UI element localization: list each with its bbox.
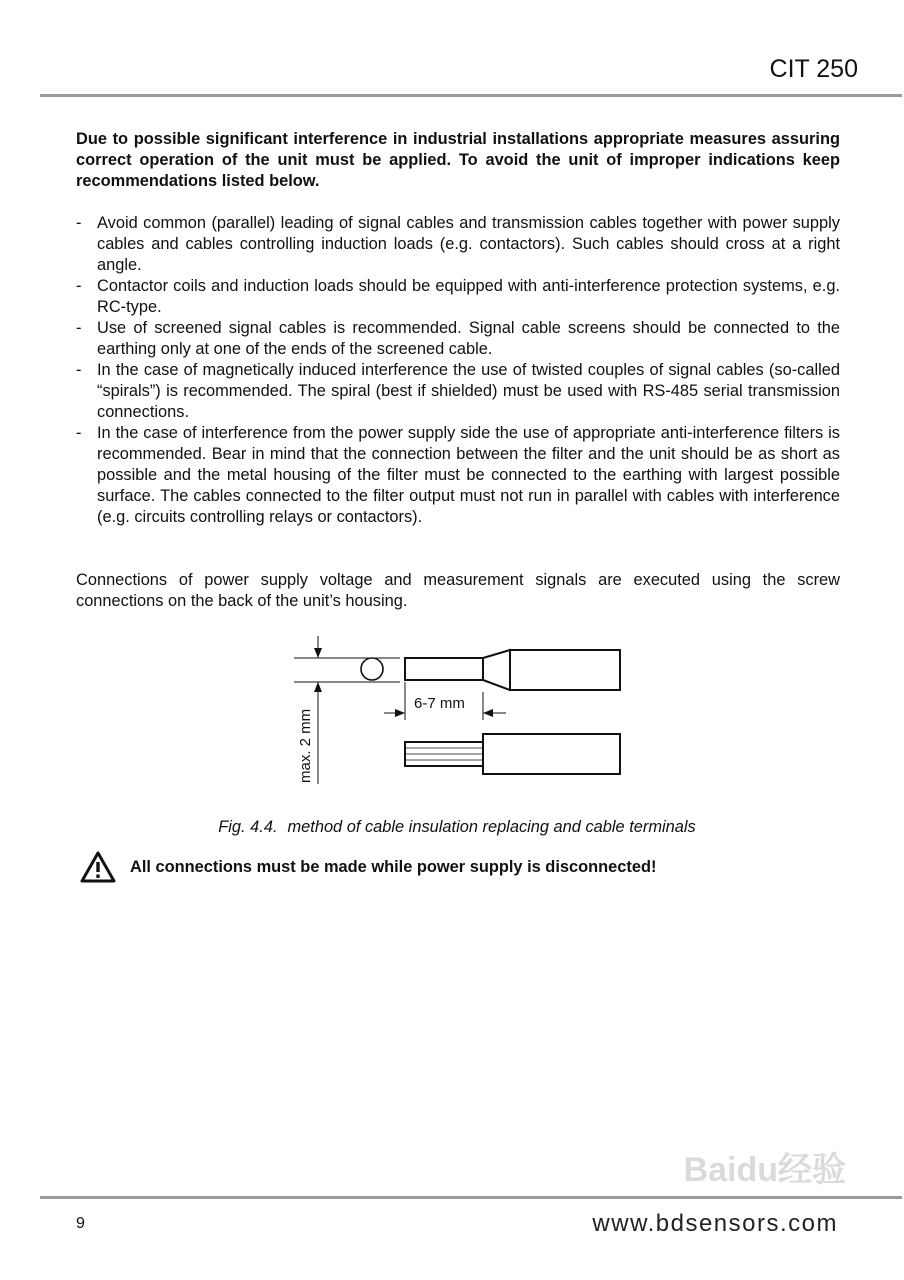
connections-paragraph: Connections of power supply voltage and measurement signals are executed using the screw connections on the back of the unit’s housing. [76, 571, 840, 610]
strip-length-label: 6-7 mm [414, 695, 465, 712]
list-item-text: In the case of interference from the power supply side the use of appropriate anti-interference filters is recommended. Bear in mind that the connection between the filter and the unit should be as short as possible and the metal housing of the filter must be connected to the earthing with largest possible surface. The cables connected to the filter output must not run in parallel with cables with interference (e.g. circuits controlling relays or contactors). [97, 424, 840, 526]
header-divider [40, 94, 902, 97]
list-item-text: Avoid common (parallel) leading of signal cables and transmission cables together with power supply cables and cables controlling induction loads (e.g. contactors). Such cables should cross at a right angle. [97, 214, 840, 274]
list-item-text: In the case of magnetically induced interference the use of twisted couples of signal cables (so-called “spirals”) is recommended. The spiral (best if shielded) must be used with RS-485 serial transmission connections. [97, 361, 840, 421]
intro-paragraph: Due to possible significant interference in industrial installations appropriate measures assuring correct operation of the unit must be applied. To avoid the unit of improper indications keep recommendations listed below. [76, 130, 840, 190]
page-number: 9 [76, 1215, 85, 1232]
diameter-label: max. 2 mm [297, 708, 314, 783]
wire-cross-section [361, 658, 383, 680]
list-item: - Contactor coils and induction loads should be equipped with anti-interference protection systems, e.g. RC-type. [76, 277, 840, 316]
warning-text: All connections must be made while power supply is disconnected! [130, 857, 657, 876]
arrow-right-icon [395, 709, 405, 717]
list-item: - In the case of magnetically induced interference the use of twisted couples of signal cables (so-called “spirals”) is recommended. The spiral (best if shielded) must be used with RS-485 serial transmission connections. [76, 361, 840, 421]
terminal-insulation [483, 734, 620, 774]
figure-caption [0, 818, 904, 837]
warning-notice [80, 851, 656, 883]
list-item: - In the case of interference from the power supply side the use of appropriate anti-interference filters is recommended. Bear in mind that the connection between the filter and the unit should be as short as possible and the metal housing of the filter must be connected to the earthing with largest possible surface. The cables connected to the filter output must not run in parallel with cables with interference (e.g. circuits controlling relays or contactors). [76, 424, 840, 526]
recommendations-list [76, 213, 840, 528]
figure-caption-number: Fig. 4.4. [218, 818, 278, 836]
list-item-text: Contactor coils and induction loads should be equipped with anti-interference protection systems, e.g. RC-type. [97, 277, 840, 316]
arrow-left-icon [483, 709, 493, 717]
list-item-text: Use of screened signal cables is recommended. Signal cable screens should be connected to the earthing only at one of the ends of the screened cable. [97, 319, 840, 358]
page-header-title: CIT 250 [769, 55, 858, 83]
list-item: - Use of screened signal cables is recommended. Signal cable screens should be connected to the earthing only at one of the ends of the screened cable. [76, 319, 840, 358]
footer-divider [40, 1196, 902, 1199]
ferrule-cone [483, 650, 510, 690]
website-url: www.bdsensors.com [592, 1210, 838, 1237]
watermark: Baidu经验 [683, 1151, 846, 1189]
arrow-down-icon [314, 648, 322, 658]
warning-triangle-icon [80, 851, 116, 883]
list-item: - Avoid common (parallel) leading of signal cables and transmission cables together with power supply cables and cables controlling induction loads (e.g. contactors). Such cables should cross at a right angle. [76, 214, 840, 274]
cable-diagram [280, 628, 630, 798]
stripped-conductor [405, 658, 483, 680]
figure-caption-text: method of cable insulation replacing and cable terminals [287, 818, 696, 836]
cable-insulation [510, 650, 620, 690]
cable-terminal-figure [280, 628, 630, 803]
arrow-up-icon [314, 682, 322, 692]
